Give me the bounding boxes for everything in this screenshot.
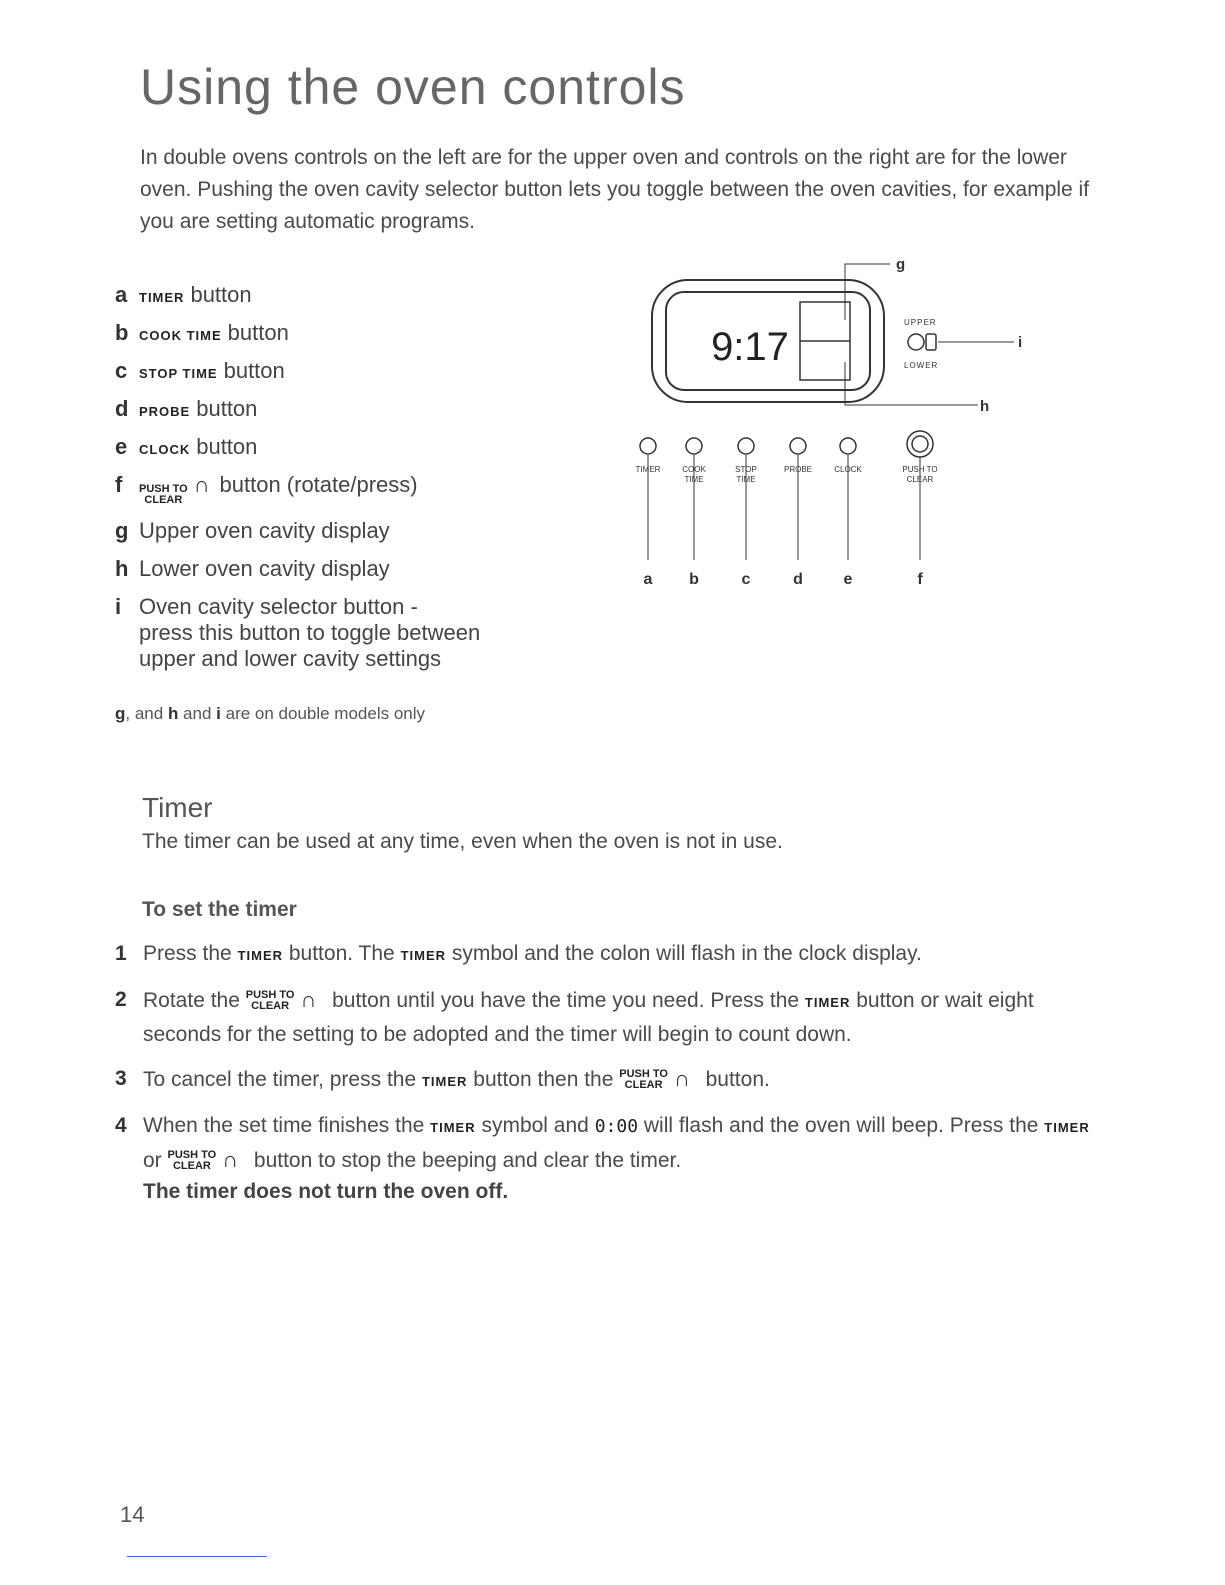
button-cook-time: [682, 438, 706, 588]
step-number: 4: [115, 1114, 127, 1137]
legend-item-e: [115, 434, 575, 460]
legend-text: button: [190, 282, 252, 307]
selector-indicator-icon: [926, 334, 936, 350]
rotate-icon: ∩: [673, 1066, 690, 1091]
legend-item-a: [115, 282, 575, 308]
legend-text: Lower oven cavity display: [139, 556, 390, 581]
step-1: 1 Press the TIMER button. The TIMER symbol and the colon will flash in the clock display.: [115, 938, 1095, 972]
legend-key: a: [115, 282, 128, 307]
legend-item-g: [115, 518, 575, 544]
svg-text:TIME: TIME: [684, 475, 704, 484]
svg-text:PUSH TO: PUSH TO: [902, 465, 938, 474]
callout-h: h: [980, 398, 990, 415]
legend-text: Oven cavity selector button - press this button to toggle between upper and lower cavity settings: [139, 594, 481, 671]
svg-text:TIMER: TIMER: [635, 465, 661, 474]
legend-label: PROBE: [139, 404, 191, 419]
button-timer: [636, 438, 661, 588]
push-to-clear-label: PUSH TO CLEAR: [139, 483, 188, 506]
callout-i: i: [1018, 334, 1023, 351]
button-push-to-clear: [902, 431, 937, 588]
callout-f: f: [917, 571, 923, 588]
button-clock: [834, 438, 862, 588]
callout-b: b: [689, 571, 699, 588]
selector-button-icon: [908, 334, 924, 350]
legend-key: c: [115, 358, 128, 383]
button-probe: [784, 438, 812, 588]
svg-text:COOK: COOK: [682, 465, 706, 474]
push-to-clear-label: PUSH TO CLEAR: [167, 1149, 217, 1173]
legend-label: COOK TIME: [139, 328, 222, 343]
step-4: 4 When the set time finishes the TIMER symbol and 0:00 will flash and the oven will beep. Press the TIMER or PUSH TO CLEAR ∩ button to stop the beeping and clear the timer.: [115, 1110, 1095, 1177]
step-number: 3: [115, 1067, 127, 1090]
timer-section-title: Timer: [142, 792, 213, 823]
legend-item-i: [115, 594, 575, 672]
step-3: 3 To cancel the timer, press the TIMER button then the PUSH TO CLEAR ∩ button.: [115, 1063, 1095, 1098]
step-number: 1: [115, 942, 127, 965]
timer-steps: [115, 938, 1095, 1189]
callout-a: a: [643, 571, 653, 588]
legend-item-b: [115, 320, 575, 346]
set-timer-subtitle: To set the timer: [142, 898, 297, 921]
rotate-icon: ∩: [300, 987, 317, 1012]
svg-text:TIME: TIME: [736, 475, 756, 484]
legend-item-c: [115, 358, 575, 384]
page-title: Using the oven controls: [140, 59, 686, 115]
callout-e: e: [843, 571, 853, 588]
push-to-clear-label: PUSH TO CLEAR: [619, 1068, 668, 1092]
legend-key: g: [115, 518, 129, 543]
probe-button-icon: [790, 438, 806, 454]
double-models-note: g, and h and i are on double models only: [115, 704, 426, 723]
rotate-icon: ∩: [222, 1147, 239, 1172]
timer-warning: The timer does not turn the oven off.: [143, 1180, 509, 1203]
footer-rule: [127, 1556, 267, 1557]
legend-text: button (rotate/press): [219, 472, 418, 497]
button-stop-time: [735, 438, 757, 588]
callout-g: g: [896, 256, 906, 273]
legend-text: button: [223, 358, 285, 383]
clock-display: 9:17: [711, 325, 789, 369]
rotate-icon: ∩: [193, 472, 210, 497]
selector-lower-label: LOWER: [904, 361, 939, 370]
callout-d: d: [793, 571, 803, 588]
selector-upper-label: UPPER: [904, 318, 937, 327]
step-number: 2: [115, 988, 127, 1011]
display-zero-readout: 0:00: [594, 1116, 639, 1137]
cook-time-button-icon: [686, 438, 702, 454]
legend-item-h: [115, 556, 575, 582]
push-to-clear-knob-icon: [907, 431, 933, 457]
legend-key: e: [115, 434, 128, 459]
legend-key: b: [115, 320, 129, 345]
intro-paragraph: In double ovens controls on the left are for the upper oven and controls on the right are for the lower oven. Pushing the oven cavity selector button lets you toggle between the oven cavities, for example if you are setting automatic programs.: [140, 146, 1090, 233]
legend-item-d: [115, 396, 575, 422]
svg-text:CLEAR: CLEAR: [906, 475, 934, 484]
push-to-clear-label: PUSH TO CLEAR: [245, 989, 295, 1013]
legend-text: Upper oven cavity display: [139, 518, 390, 543]
legend-label: STOP TIME: [139, 366, 218, 381]
controls-legend: [115, 282, 575, 684]
callout-c: c: [741, 571, 751, 588]
legend-key: i: [115, 594, 122, 619]
timer-button-icon: [640, 438, 656, 454]
control-panel-diagram: [600, 250, 1040, 600]
svg-text:STOP: STOP: [735, 465, 757, 474]
legend-key: h: [115, 556, 129, 581]
timer-intro: The timer can be used at any time, even when the oven is not in use.: [142, 830, 783, 853]
svg-text:CLOCK: CLOCK: [834, 465, 862, 474]
clock-button-icon: [840, 438, 856, 454]
legend-key: d: [115, 396, 129, 421]
legend-text: button: [227, 320, 289, 345]
legend-label: CLOCK: [139, 442, 191, 457]
step-2: 2 Rotate the PUSH TO CLEAR ∩ button until you have the time you need. Press the TIMER button or wait eight seconds for the setting to be adopted and the timer will begin to count down.: [115, 984, 1095, 1051]
stop-time-button-icon: [738, 438, 754, 454]
legend-text: button: [196, 396, 258, 421]
page-number: 14: [120, 1502, 145, 1527]
legend-label: TIMER: [139, 290, 185, 305]
svg-text:PROBE: PROBE: [783, 465, 813, 474]
legend-text: button: [196, 434, 258, 459]
legend-item-f: [115, 472, 575, 506]
legend-key: f: [115, 472, 123, 497]
